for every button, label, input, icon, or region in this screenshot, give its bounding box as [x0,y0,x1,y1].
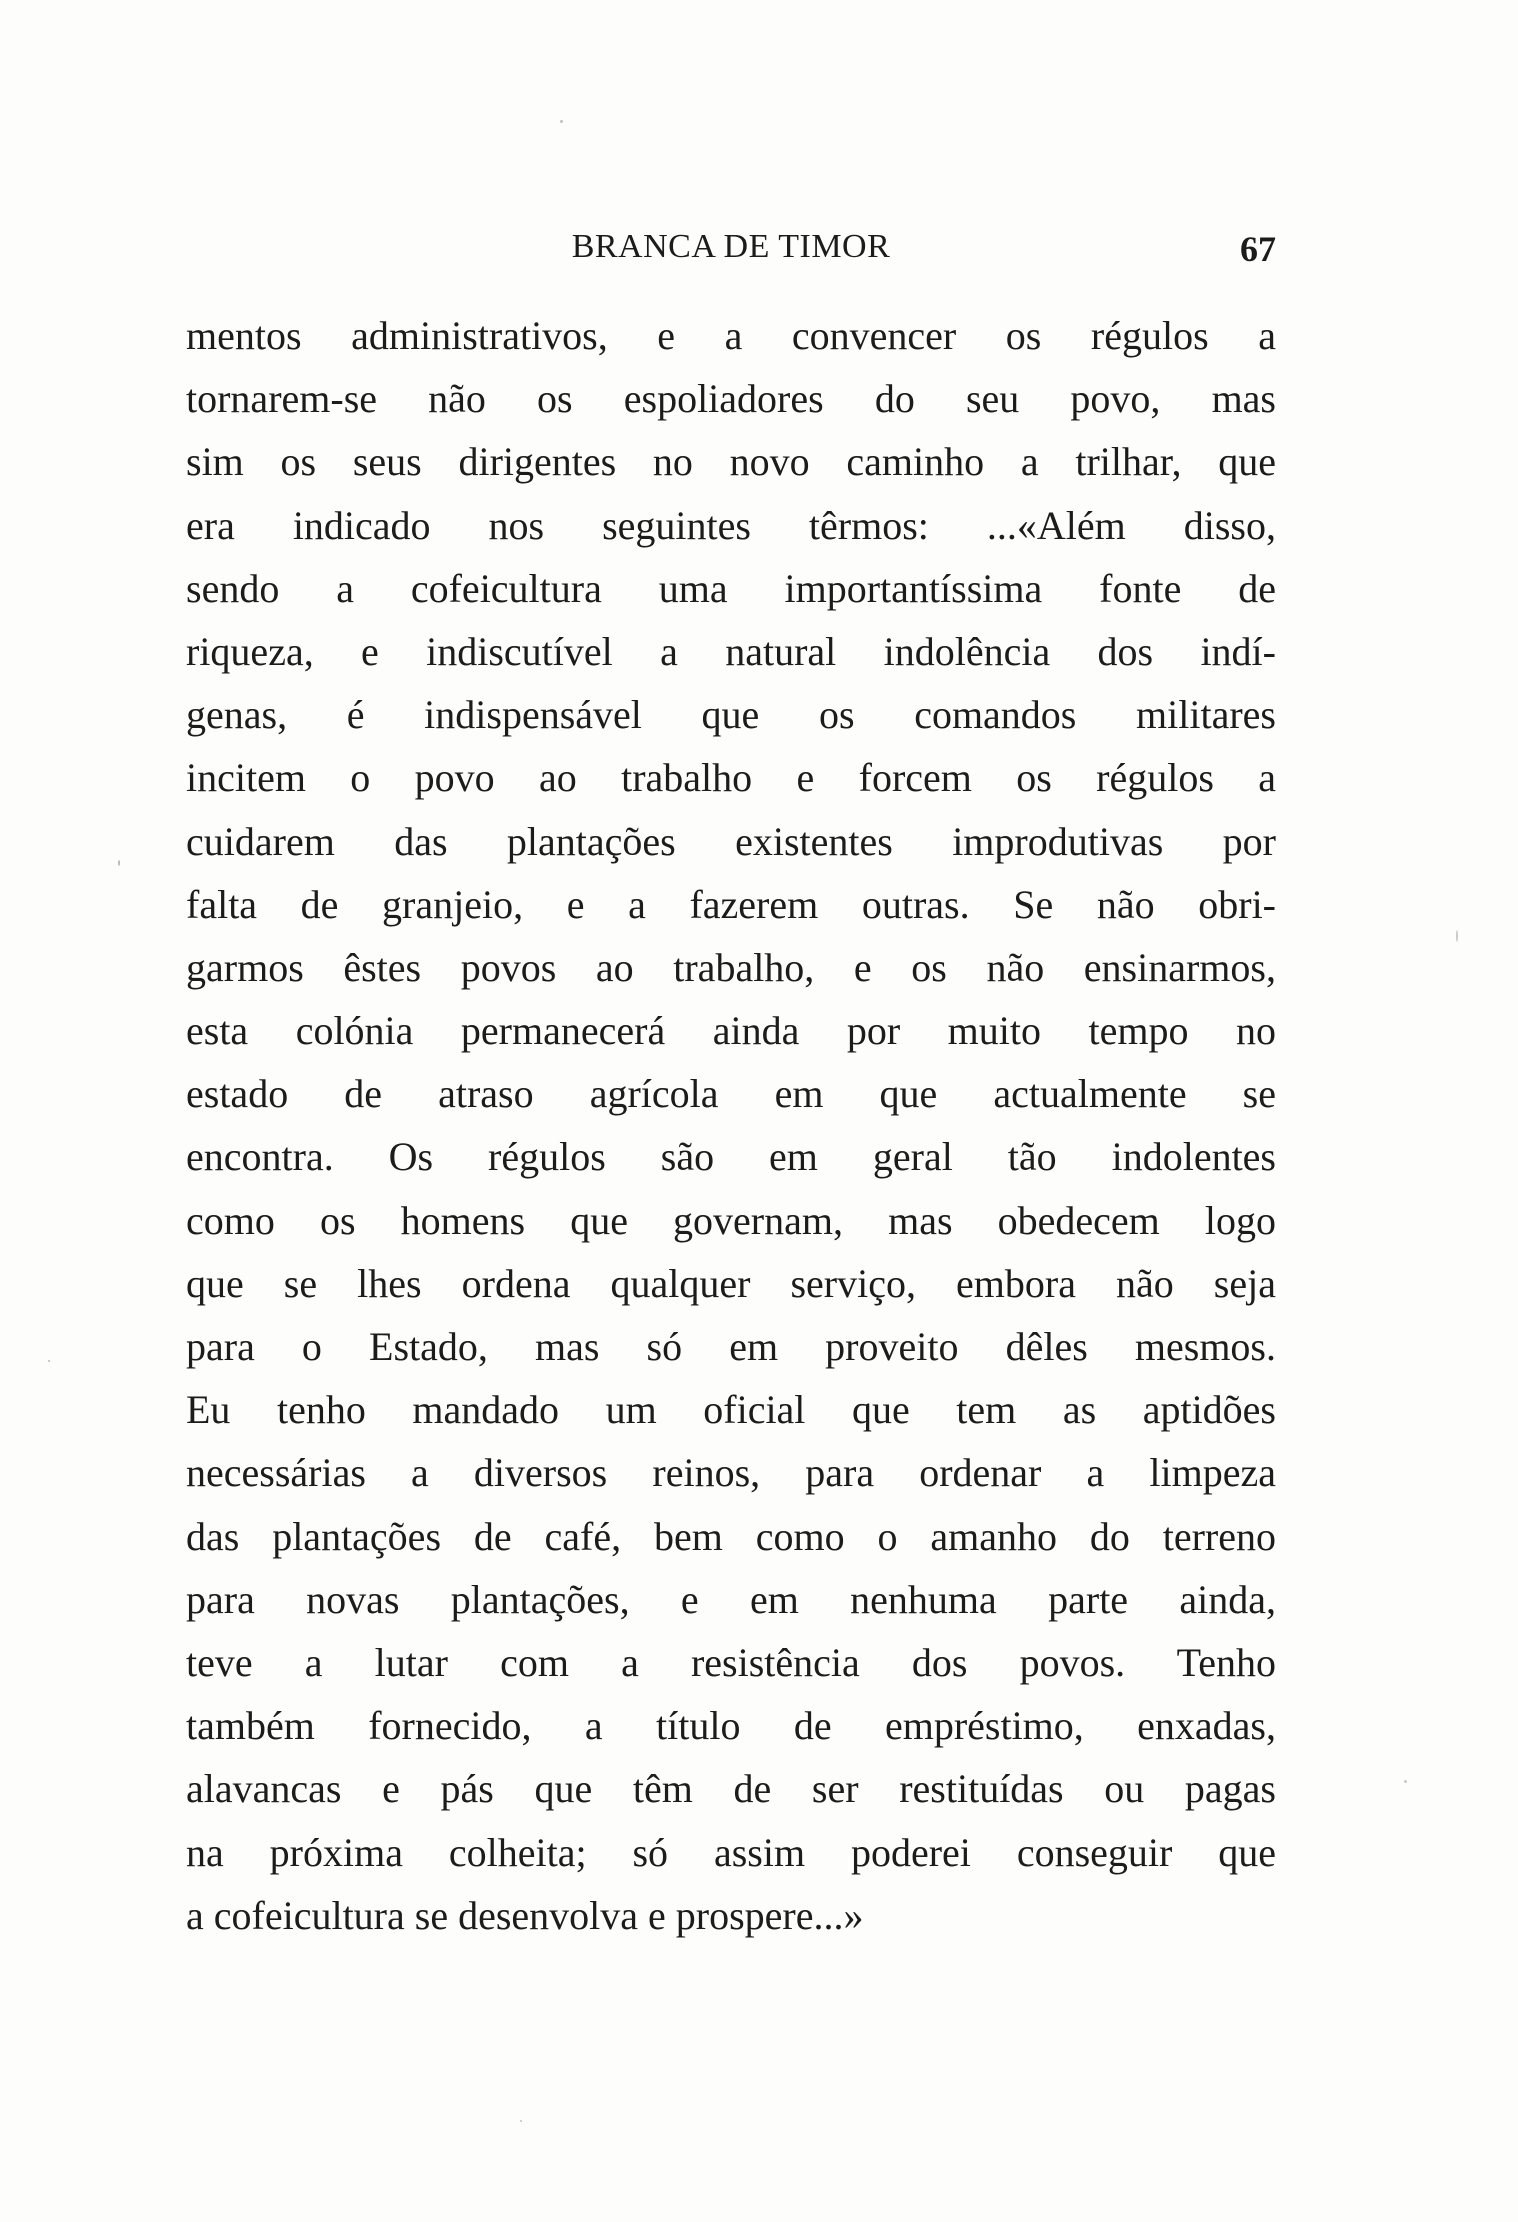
scan-speck [48,1360,50,1362]
text-line: que se lhes ordena qualquer serviço, embora não seja [186,1260,1276,1306]
scan-speck [520,2120,522,2122]
text-line: na próxima colheita; só assim poderei conseguir que [186,1829,1276,1875]
text-line: teve a lutar com a resistência dos povos. Tenho [186,1639,1276,1685]
text-line: das plantações de café, bem como o amanho do terreno [186,1513,1276,1559]
text-line: garmos êstes povos ao trabalho, e os não ensinarmos, [186,944,1276,990]
body-text [186,304,1276,1947]
text-line: falta de granjeio, e a fazerem outras. Se não obri- [186,881,1276,927]
text-line: tornarem-se não os espoliadores do seu povo, mas [186,376,1276,422]
text-line: estado de atraso agrícola em que actualmente se [186,1071,1276,1117]
text-line: era indicado nos seguintes têrmos: ...«Além disso, [186,502,1276,548]
running-header [186,222,1276,272]
text-line: necessárias a diversos reinos, para ordenar a limpeza [186,1450,1276,1496]
text-line: cuidarem das plantações existentes improdutivas por [186,818,1276,864]
text-line: incitem o povo ao trabalho e forcem os régulos a [186,755,1276,801]
text-line: encontra. Os régulos são em geral tão indolentes [186,1134,1276,1180]
scan-speck [1404,1780,1407,1783]
text-line: também fornecido, a título de empréstimo, enxadas, [186,1703,1276,1749]
text-line: sim os seus dirigentes no novo caminho a trilhar, que [186,439,1276,485]
running-title: BRANCA DE TIMOR [571,228,891,265]
text-line: mentos administrativos, e a convencer os régulos a [186,313,1276,358]
text-line: esta colónia permanecerá ainda por muito tempo no [186,1008,1276,1054]
page-number: 67 [1240,229,1276,269]
text-line: para novas plantações, e em nenhuma parte ainda, [186,1576,1276,1622]
text-line: a cofeicultura se desenvolva e prospere...» [186,1892,864,1938]
text-line: Eu tenho mandado um oficial que tem as aptidões [186,1387,1276,1433]
scan-speck [118,860,120,866]
text-line: genas, é indispensável que os comandos militares [186,692,1276,738]
text-line: para o Estado, mas só em proveito dêles mesmos. [186,1324,1276,1369]
text-line: alavancas e pás que têm de ser restituídas ou pagas [186,1766,1276,1812]
text-line: como os homens que governam, mas obedecem logo [186,1197,1276,1243]
text-line: riqueza, e indiscutível a natural indolência dos indí- [186,628,1276,674]
scan-speck [1456,930,1458,942]
text-line: sendo a cofeicultura uma importantíssima fonte de [186,565,1276,611]
scan-speck [560,120,563,123]
